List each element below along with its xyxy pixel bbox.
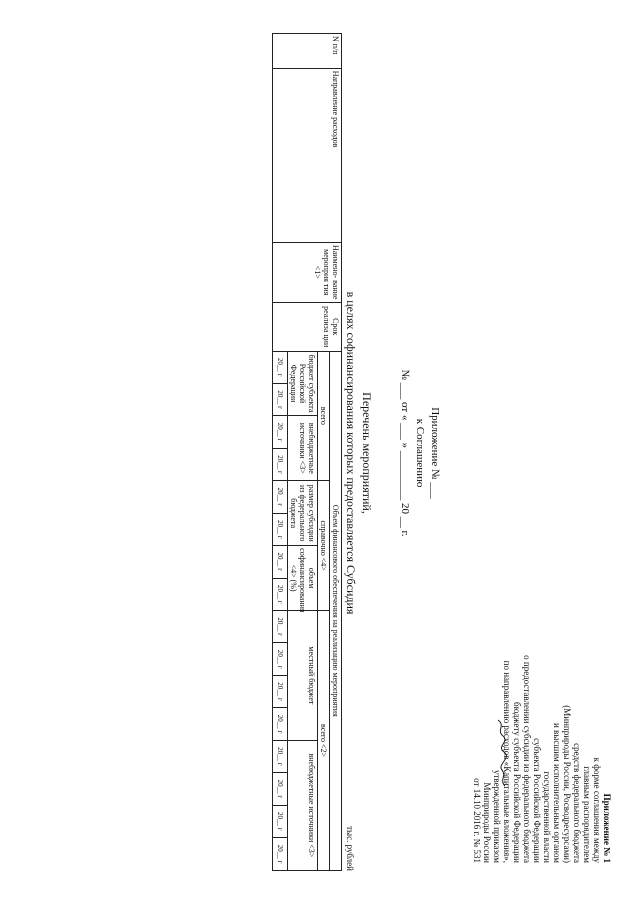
appendix-line: и высшим исполнительным органом	[552, 722, 562, 863]
header-num: N п/п	[273, 33, 342, 68]
year-cell: 20__ г	[273, 675, 288, 707]
appendix-line: Минприроды России	[482, 781, 492, 863]
header-local-budget: местный бюджет	[288, 610, 318, 740]
header-direction: Направление расходов	[273, 68, 342, 242]
year-cell: 20__ г	[273, 578, 288, 610]
year-cell: 20__ г	[273, 513, 288, 545]
appendix-title: Приложение № 1	[602, 793, 612, 863]
year-cell: 20__ г	[273, 610, 288, 642]
title-line-2: в целях софинансирования которых предоставляется Субсидия	[344, 291, 358, 614]
document-title	[343, 23, 375, 883]
appendix-date-line: от 14.10 2016 г. № 531	[472, 777, 482, 863]
appendix-header	[472, 623, 612, 863]
year-cell: 20__ г	[273, 772, 288, 804]
header-term: Срок реализа ции	[273, 302, 342, 351]
measures-table	[272, 33, 342, 871]
header-cofinancing: объем софинансирования <4> (%)	[288, 545, 318, 610]
header-offbudget-1: внебюджетные источники <3>	[288, 415, 318, 480]
appendix-line: главным распорядителем	[582, 765, 592, 863]
year-cell: 20__ г	[273, 448, 288, 480]
header-federal-subsidy: размер субсидии из федерального бюджета	[288, 480, 318, 545]
year-cell: 20__ г	[273, 805, 288, 837]
appendix-line: по направлению расходов «Капитальные вложения»,	[502, 660, 512, 863]
year-cell: 20__ г	[273, 707, 288, 739]
appendix-line: средств федерального бюджета	[572, 742, 582, 863]
header-reference: справочно <4>	[318, 480, 330, 610]
header-total-1: всего	[318, 351, 330, 481]
year-cell: 20__ г	[273, 351, 288, 383]
appendix-line: утвержденной приказом	[492, 769, 502, 863]
appendix-line: бюджету субъекта Российской Федерации	[512, 701, 522, 863]
header-offbudget-2: внебюджетные источники <3>	[288, 740, 318, 870]
year-cell: 20__ г	[273, 383, 288, 415]
agreement-reference	[397, 23, 442, 883]
year-cell: 20__ г	[273, 837, 288, 870]
appendix-line: субъекта Российской Федерации	[532, 737, 542, 863]
appendix-line: (Минприроды России, Росводресурсами)	[562, 704, 572, 863]
year-cell: 20__ г	[273, 480, 288, 512]
year-cell: 20__ г	[273, 642, 288, 674]
year-cell: 20__ г	[273, 545, 288, 577]
header-budget-subject: бюджет субъекта Российской Федерации	[288, 351, 318, 416]
agreement-label: к Соглашению	[414, 418, 426, 487]
header-volume: Объем финансового обеспечения на реализацию мероприятия	[330, 351, 342, 870]
appendix-line: к форме соглашения между	[592, 757, 602, 863]
year-cell: 20__ г	[273, 415, 288, 447]
agreement-number-date: № ___ от « ___ » _________ 20 __ г.	[399, 369, 411, 536]
agreement-appendix-number: Приложение № ___	[429, 406, 441, 499]
header-name: Наимено- вание мероприя тия <1>	[273, 242, 342, 302]
handwritten-signature	[494, 718, 508, 788]
rotated-document	[20, 23, 620, 883]
title-line-1: Перечень мероприятий,	[360, 391, 374, 514]
year-cell: 20__ г	[273, 740, 288, 772]
appendix-line: о предоставлении субсидии из федерального бюджета	[522, 654, 532, 863]
units-label: тыс. рублей	[345, 825, 355, 871]
appendix-line: государственной власти	[542, 770, 552, 863]
header-total-2: всего <2>	[318, 610, 330, 870]
